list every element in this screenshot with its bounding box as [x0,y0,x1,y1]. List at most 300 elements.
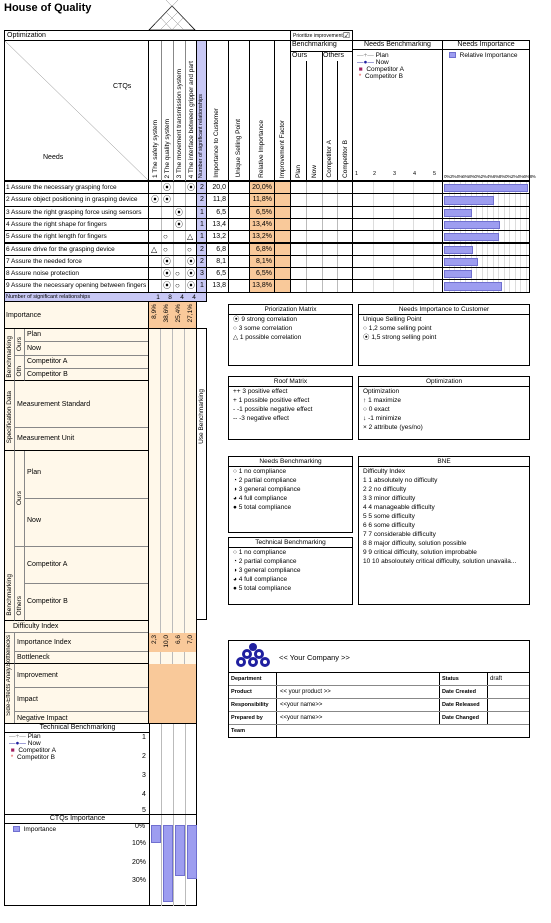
row-lower-plan: Plan [25,451,148,499]
importance-cell [206,181,229,194]
legend-line: ◔ 2 partial compliance [233,477,297,484]
tb-scale: 1 [142,734,146,741]
importance-value[interactable]: 13,4 [212,220,226,228]
num-sig-header-label: Number of significant relationships [198,93,204,178]
legend-line: 10 10 absoloutely critical difficulty, solution unavaila... [363,558,517,565]
ours-vlabel: Ours [16,336,23,351]
ctq-importance-bar [151,825,161,843]
relationship-symbol[interactable]: ⦿ [163,269,171,279]
legend-line: ↓ -1 minimize [363,415,402,422]
imp-index-value: 6,6 [175,635,182,645]
legend-line: 7 7 considerable difficulty [363,531,436,538]
row-bottleneck: Bottleneck [15,652,148,664]
improvement-cell [274,230,291,243]
ctq-importance-bar [163,825,173,902]
legend-line: 5 5 some difficulty [363,513,415,520]
relative-value: 13,4% [252,220,272,228]
importance-cell [206,218,229,231]
relative-value: 6,5% [256,270,272,278]
legend-line: × 2 attribute (yes/no) [363,424,423,431]
needs-importance-bar [444,270,472,278]
need-label: 4 Assure the right shape for fingers [6,220,107,228]
legend-line: 2 2 no difficulty [363,486,407,493]
matrix-row [148,181,197,194]
relative-value: 13,2% [252,233,272,241]
bench-comp-b-label: Competitor B [342,140,349,178]
num-sig-value: 1 [200,220,204,228]
benchmark-cell [290,218,353,231]
legend-line: Difficulty Index [363,468,406,475]
date-released-label: Date Released [442,702,480,708]
importance-values [148,301,197,329]
row-lower-comp-a: Competitor A [25,547,148,584]
relative-value: 6,5% [256,208,272,216]
product-label: Product [231,689,252,695]
legend-line: ◑ 3 general compliance [233,567,301,574]
importance-value: 25,4% [175,304,182,323]
ctq-scale: 30% [132,877,147,884]
needs-importance-bar [444,209,472,217]
matrix-row [148,218,197,231]
needs-ctqs-header [4,40,149,181]
need-label: 8 Assure noise protection [6,270,79,278]
tb-scale: 2 [142,753,146,760]
sig-value: 1 [156,294,160,301]
legend-line: Optimization [363,388,400,395]
legend-title: Priorization Matrix [229,305,352,315]
row-measurement-standard: Measurement Standard [15,381,148,428]
usp-cell[interactable] [228,218,250,231]
improvement-cell [274,255,291,268]
lower-ctq-grid [148,328,197,724]
legend-line: -- -3 negative effect [233,415,289,422]
legend-line: ++ 3 positive effect [233,388,288,395]
legend-line: ○ 1 no compliance [233,468,287,475]
relationship-symbol[interactable]: ⦿ [187,256,195,266]
row-lower-comp-b: Competitor B [25,584,148,621]
benchmarking-label: Benchmarking [292,41,337,48]
row-comp-b: Competitor B [25,369,148,381]
bench-plan-label: Plan [295,164,302,178]
need-label: 9 Assure the necessary opening between fingers [6,282,147,290]
prioritize-label: Prioritize improvement [293,33,343,39]
matrix-row [148,206,197,219]
usp-cell[interactable] [228,230,250,243]
needs-benchmark-chart-cell [352,255,443,268]
needs-label: Needs [43,154,64,161]
need-row[interactable] [4,279,149,292]
benchmark-cell [290,279,353,292]
needs-benchmark-chart-cell [352,243,443,256]
ni-legend: Relative Importance [449,52,517,59]
tech-bench-title: Technical Benchmarking [5,724,150,733]
row-improvement: Improvement [15,664,148,688]
needs-importance-bar [444,221,500,229]
relationship-symbol[interactable]: ⦿ [187,281,195,291]
benchmark-cell [290,230,353,243]
matrix-row [148,230,197,243]
relationship-symbol[interactable]: ⦿ [175,207,183,217]
legend-comp-b: * Competitor B [357,73,403,80]
relative-cell [249,230,275,243]
legend-title: Technical Benchmarking [229,538,352,548]
importance-header [206,40,229,181]
needs-importance-header [442,40,536,181]
benchmark-cell [290,267,353,280]
relationship-symbol[interactable]: ⦿ [163,183,171,192]
importance-cell [206,193,229,206]
relationship-symbol[interactable]: △ [151,244,158,254]
team-label: Team [231,728,245,734]
legend-now: —●— Now [357,59,389,66]
legend-comp-a: ■ Competitor A [357,66,404,73]
importance-value[interactable]: 6,5 [216,270,226,278]
usp-cell[interactable] [228,267,250,280]
product-value[interactable]: << your product >> [280,689,331,695]
responsibility-label: Responsibility [231,702,269,708]
usp-header-label: Unique Selling Point [235,119,242,178]
matrix-row [148,267,197,280]
ni-scale: 0%2%4%6%8%0%2%4%6%8%0%2%4%6%8% [444,174,536,179]
importance-value: 8,9% [151,304,158,319]
importance-cell [206,206,229,219]
status-label: Status [442,676,459,682]
need-row[interactable] [4,267,149,280]
improvement-cell [274,279,291,292]
relationship-symbol[interactable]: △ [187,232,194,242]
importance-value[interactable]: 11,8 [212,196,226,204]
relative-cell [249,243,275,256]
lower-left-panel [4,328,149,724]
relationship-symbol[interactable]: ○ [175,281,180,291]
relationship-symbol[interactable]: ⦿ [163,256,171,266]
relationship-symbol[interactable]: ○ [175,269,180,279]
relative-cell [249,206,275,219]
ctq-header [148,40,197,181]
relationship-symbol[interactable]: ⦿ [175,219,183,229]
relationship-symbol[interactable]: ⦿ [187,183,195,192]
needs-importance-bar [444,184,528,192]
row-now: Now [25,342,148,356]
usp-cell[interactable] [228,279,250,292]
needs-importance-chart-cell [442,218,530,231]
use-benchmarking-vlabel: Use Benchmarking [198,389,205,444]
importance-cell [206,243,229,256]
relationship-symbol[interactable]: ○ [163,244,168,254]
department-label: Department [231,676,262,682]
legend-line: ○ 1 no compliance [233,549,287,556]
improvement-header-label: Improvement Factor [279,119,286,178]
relationship-symbol[interactable]: ⦿ [151,195,159,205]
benchmark-cell [290,255,353,268]
need-label: 2 Assure object positioning in grasping device [6,196,138,204]
usp-cell[interactable] [228,206,250,219]
sig-value: 8 [168,294,172,301]
imp-index-value: 10,0 [163,635,170,648]
bench-now-label: Now [311,164,318,178]
needs-benchmark-chart-cell [352,193,443,206]
legend-line: ○ 3 some correlation [233,325,293,332]
others-label: Others [322,51,353,61]
needs-benchmark-chart-cell [352,230,443,243]
row-measurement-unit: Measurement Unit [15,428,148,451]
legend-line: ○ 1,2 some selling point [363,325,432,332]
bottlenecks-vlabel: Bottlenecks [6,635,12,667]
importance-value[interactable]: 20,0 [212,184,226,191]
company-block [228,640,530,738]
improvement-cell [274,243,291,256]
legend-line: ○ 0 exact [363,406,390,413]
relationship-symbol[interactable]: ⦿ [163,281,171,291]
needs-importance-bar [444,233,499,241]
importance-row [4,301,149,329]
importance-cell [206,267,229,280]
row-impact: Impact [15,688,148,712]
ctq-header-label: 4 The interface between gripper and part [188,60,195,178]
sig-value: 4 [180,294,184,301]
ctq-importance-bar [187,825,197,879]
need-row[interactable] [4,243,149,256]
tb-legend-now: —●— Now [9,740,41,747]
row-lower-now: Now [25,499,148,547]
legend-line: ● 5 total compliance [233,585,292,592]
usp-header [228,40,250,181]
legend-line: ◑ 3 general compliance [233,486,301,493]
importance-cell [206,255,229,268]
legend-optimization [358,376,530,440]
benchmarking-lower-vlabel: Benchmarking [6,574,13,616]
relative-value: 6,8% [256,245,272,253]
others-lower-vlabel: Others [16,596,23,616]
relative-cell [249,255,275,268]
nb-scale: 1 2 3 4 5 [355,171,437,177]
legend-priorization [228,304,353,366]
relative-cell [249,279,275,292]
need-row[interactable] [4,218,149,231]
usp-cell[interactable] [228,255,250,268]
needs-importance-bar [444,246,473,254]
usp-cell[interactable] [228,181,250,194]
tb-scale: 3 [142,772,146,779]
tb-legend-comp-b: * Competitor B [9,754,55,761]
needs-importance-chart-cell [442,181,530,194]
relationship-symbol[interactable]: ⦿ [163,195,171,205]
need-label: 5 Assure the right length for fingers [6,233,107,241]
bench-comp-a-label: Competitor A [326,140,333,178]
ctqs-label: CTQs [113,83,132,90]
ctq-header-label: 1 The safety system [152,119,159,178]
relative-header [249,40,275,181]
prepared-value[interactable]: <<your name>> [280,715,323,721]
needs-importance-chart-cell [442,206,530,219]
legend-usp [358,304,530,366]
prepared-label: Prepared by [231,715,263,721]
importance-row-label: Importance [6,312,42,319]
need-label: 7 Assure the needed force [6,257,82,265]
needs-benchmarking-header [352,40,443,181]
row-difficulty-index: Difficulty Index [5,621,148,633]
optimization-label: Optimization [7,32,46,39]
benchmarking-header [290,40,353,181]
importance-value[interactable]: 6,5 [216,208,226,216]
legend-line: 3 3 minor difficulty [363,495,416,502]
matrix-row [148,255,197,268]
company-name: << Your Company >> [279,653,350,662]
relative-cell [249,181,275,194]
improvement-cell [274,218,291,231]
legend-line: 4 4 manageable difficulty [363,504,435,511]
usp-cell[interactable] [228,193,250,206]
needs-importance-chart-cell [442,279,530,292]
relative-header-label: Relative Importance [258,120,265,178]
ctq-scale: 0% [135,823,146,830]
imp-index-value: 2,3 [151,635,158,645]
needs-benchmark-chart-cell [352,206,443,219]
benchmarking-vlabel: Benchmarking [6,336,13,378]
need-row[interactable] [4,206,149,219]
need-label: 1 Assure the necessary grasping force [6,184,117,191]
importance-cell [206,279,229,292]
tb-legend-plan: —+— Plan [9,733,41,740]
needs-importance-bar [444,196,494,204]
ctq-scale: 20% [132,859,147,866]
legend-title: Needs Benchmarking [229,457,352,467]
benchmark-cell [290,206,353,219]
importance-value[interactable]: 13,2 [212,233,226,241]
date-changed-label: Date Changed [442,715,479,721]
needs-benchmarking-title: Needs Benchmarking [353,41,442,50]
improvement-cell [274,206,291,219]
importance-value[interactable]: 8,1 [216,257,226,265]
legend-line: + 1 possible positive effect [233,397,310,404]
relationship-symbol[interactable]: ⦿ [187,269,195,279]
importance-value[interactable]: 6,8 [216,245,226,253]
num-sig-value: 3 [200,270,204,278]
legend-line: ◕ 4 full compliance [233,576,288,583]
importance-cell [206,230,229,243]
sig-row-label: Number of significant relationships [6,294,91,300]
ctq-header-label: 2 The quality system [164,118,171,178]
row-comp-a: Competitor A [25,356,148,369]
ctq-importance-bar [175,825,185,876]
importance-value[interactable]: 13,8 [212,282,226,290]
sig-value: 4 [192,294,196,301]
spec-data-vlabel: Specification Data [6,391,13,444]
needs-importance-chart-cell [442,230,530,243]
ctq-importance-chart [4,814,197,906]
importance-value: 27,1% [187,304,194,323]
improvement-cell [274,267,291,280]
row-plan: Plan [25,329,148,342]
improvement-cell [274,181,291,194]
page-title: House of Quality [4,2,92,14]
legend-line: △ 1 possible correlation [233,334,302,341]
ours-label: Ours [291,51,323,61]
legend-line: 9 9 critical difficulty, solution improbable [363,549,477,556]
needs-importance-bar [444,282,502,290]
matrix-row [148,243,197,256]
needs-benchmark-chart-cell [352,267,443,280]
relative-cell [249,193,275,206]
tb-scale: 5 [142,807,146,814]
legend-bne [358,456,530,605]
relationship-symbol[interactable]: ○ [163,232,168,242]
needs-benchmark-chart-cell [352,218,443,231]
needs-benchmark-chart-cell [352,181,443,194]
num-sig-value: 1 [200,208,204,216]
company-logo-icon [235,642,275,672]
improvement-header [274,40,291,181]
row-importance-index: Importance Index [15,633,148,652]
ctq-scale: 10% [132,840,147,847]
relative-value: 20,0% [252,184,272,191]
legend-needs-benchmarking [228,456,353,533]
legend-line: ⦿ 9 strong correlation [233,316,297,323]
legend-line: ↑ 1 maximize [363,397,401,404]
benchmark-cell [290,181,353,194]
relative-cell [249,218,275,231]
needs-importance-title: Needs Importance [443,41,529,50]
use-benchmarking-column [196,328,207,620]
legend-line: 8 8 major difficulty, solution possible [363,540,467,547]
legend-line: 1 1 absolutely no difficulty [363,477,438,484]
status-value[interactable]: draft [490,676,503,682]
importance-header-label: Importance to Customer [213,108,220,178]
need-row[interactable] [4,230,149,243]
prioritize-checkbox[interactable]: ☑ [342,31,350,40]
num-sig-value: 2 [200,184,204,191]
legend-line: Unique Selling Point [363,316,422,323]
benchmark-cell [290,193,353,206]
legend-title: Optimization [359,377,529,387]
needs-importance-chart-cell [442,193,530,206]
responsibility-value[interactable]: <<your name>> [280,702,323,708]
num-sig-value: 2 [200,257,204,265]
needs-importance-chart-cell [442,267,530,280]
legend-plan: —+— Plan [357,52,389,59]
need-label: 3 Assure the right grasping force using sensors [6,208,142,216]
need-row[interactable] [4,255,149,268]
relationship-symbol[interactable]: ○ [187,244,192,254]
legend-roof [228,376,353,440]
tb-scale: 4 [142,791,146,798]
relative-value: 8,1% [256,257,272,265]
benchmark-cell [290,243,353,256]
legend-tech-benchmarking [228,537,353,605]
legend-line: ◔ 2 partial compliance [233,558,297,565]
need-row[interactable] [4,181,149,194]
oth-vlabel: Oth [16,365,23,376]
ctq-header-label: 3 The movement transmission system [176,68,183,178]
matrix-row [148,279,197,292]
needs-importance-chart-cell [442,255,530,268]
legend-line: ◕ 4 full compliance [233,495,288,502]
imp-index-value: 7,0 [187,635,194,645]
num-sig-value: 1 [200,233,204,241]
row-negative-impact: Negative Impact [17,715,68,722]
relative-cell [249,267,275,280]
legend-line: - -1 possible negative effect [233,406,313,413]
needs-importance-chart-cell [442,243,530,256]
ours-lower-vlabel: Ours [16,491,23,506]
relative-value: 13,8% [252,282,272,290]
num-sig-value: 2 [200,245,204,253]
needs-importance-bar [444,258,478,266]
side-effects-vlabel: Side-Effects Analy. [6,666,12,716]
usp-cell[interactable] [228,243,250,256]
legend-line: ● 5 total compliance [233,504,292,511]
need-row[interactable] [4,193,149,206]
